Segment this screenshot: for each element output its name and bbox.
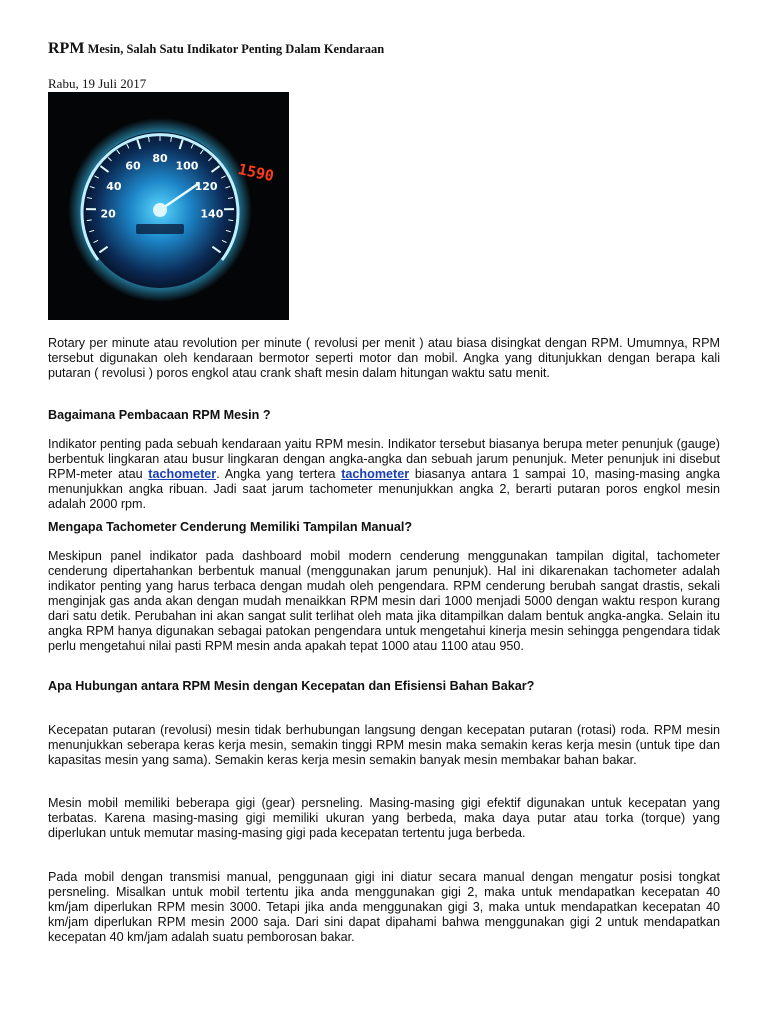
article-date: Rabu, 19 Juli 2017 xyxy=(48,76,147,91)
section1-heading: Bagaimana Pembacaan RPM Mesin ? xyxy=(48,408,271,422)
section2-heading: Mengapa Tachometer Cenderung Memiliki Tampilan Manual? xyxy=(48,520,413,534)
speedometer-illustration xyxy=(48,92,289,320)
gauge-label: 100 xyxy=(175,159,199,173)
intro-paragraph: Rotary per minute atau revolution per minute ( revolusi per menit ) atau biasa disingkat dengan RPM. Umumnya, RPM tersebut digunakan oleh kendaraan bermotor seperti motor dan mobil. Angka yang ditunjukkan dengan berapa kali putaran ( revolusi ) poros engkol atau crank shaft mesin dalam hitungan waktu satu menit. xyxy=(48,336,720,380)
title-rest: Mesin, Salah Satu Indikator Penting Dalam Kendaraan xyxy=(84,42,385,56)
gauge-label: 40 xyxy=(106,179,122,193)
section1-text-c: biasanya antara 1 sampai 10, masing-masing angka menunjukkan angka ribuan. Jadi saat jarum tachometer menunjukkan angka 2, berarti putaran poros engkol mesin adalah 2000 rpm. xyxy=(48,467,720,511)
gauge-label: 20 xyxy=(100,207,116,221)
gauge-tick xyxy=(87,220,92,221)
article-title xyxy=(48,40,384,58)
gauge-label: 80 xyxy=(152,152,168,165)
section3-heading: Apa Hubungan antara RPM Mesin dengan Kecepatan dan Efisiensi Bahan Bakar? xyxy=(48,679,535,693)
section1-text-b: . Angka yang tertera xyxy=(216,467,342,481)
section3-paragraph-3: Pada mobil dengan transmisi manual, penggunaan gigi ini diatur secara manual dengan mengatur posisi tongkat persneling. Misalkan untuk mobil tertentu jika anda menggunakan gigi 2, maka untuk mendapatkan kecepatan 40 km/jam diperlukan RPM mesin 3000. Tetapi jika anda menggunakan gigi 3, maka untuk mendapatkan kecepatan 40 km/jam diperlukan RPM mesin 2000 saja. Dari sini dapat dipahami bahwa menggunakan gigi 2 untuk mendapatkan kecepatan 40 km/jam adalah suatu pemborosan bakar. xyxy=(48,870,720,944)
digital-rpm-readout: 1590 xyxy=(236,160,276,186)
gauge-tick xyxy=(228,220,233,221)
odometer-window xyxy=(136,224,184,234)
section3-paragraph-2: Mesin mobil memiliki beberapa gigi (gear) persneling. Masing-masing gigi efektif digunakan untuk kecepatan yang terbatas. Karena masing-masing gigi memiliki ukuran yang berbeda, maka daya putar atau torka (torque) yang diperlukan untuk memutar masing-masing gigi pada kecepatan tertentu juga berbeda. xyxy=(48,796,720,840)
tachometer-link-1[interactable]: tachometer xyxy=(148,467,217,481)
section3-paragraph-1: Kecepatan putaran (revolusi) mesin tidak berhubungan langsung dengan kecepatan putaran (rotasi) roda. RPM mesin menunjukkan seberapa keras kerja mesin, semakin tinggi RPM mesin maka semakin keras kerja mesin (untuk tipe dan kapasitas mesin yang sama). Semakin keras kerja mesin semakin banyak mesin membakar bahan bakar. xyxy=(48,723,720,767)
tachometer-link-2[interactable]: tachometer xyxy=(341,467,410,481)
gauge-label: 140 xyxy=(200,207,224,221)
title-rpm: RPM xyxy=(48,40,85,57)
speedometer-photo xyxy=(48,92,289,320)
gauge-hub xyxy=(153,203,167,217)
section1-paragraph xyxy=(48,437,720,512)
gauge-label: 120 xyxy=(194,179,218,193)
section2-paragraph: Meskipun panel indikator pada dashboard mobil modern cenderung menggunakan tampilan digital, tachometer cenderung dipertahankan berbentuk manual (menggunakan jarum penunjuk). Hal ini dikarenakan tachometer adalah indikator penting yang harus terbaca dengan mudah oleh pengendara. RPM cenderung berubah sangat drastis, sekali menginjak gas anda akan dengan mudah menaikkan RPM mesin dari 1000 menjadi 5000 dengan waktu respon kurang dari satu detik. Perubahan ini akan sangat sulit terlihat oleh mata jika ditampilkan dalam bentuk angka-angka. Selain itu angka RPM hanya digunakan sebagai patokan pengendara untuk mengetahui kinerja mesin sehingga pengendara tidak perlu mengetahui nilai pasti RPM mesin anda apakah tepat 1000 atau 1100 atau 950. xyxy=(48,549,720,653)
section1-text-a: Indikator penting pada sebuah kendaraan yaitu RPM mesin. Indikator tersebut biasanya berupa meter penunjuk (gauge) berbentuk lingkaran atau busur lingkaran dengan angka-angka dan sebuah jarum penunjuk. Meter penunjuk ini disebut RPM-meter atau xyxy=(48,437,720,481)
gauge-label: 60 xyxy=(125,159,141,173)
